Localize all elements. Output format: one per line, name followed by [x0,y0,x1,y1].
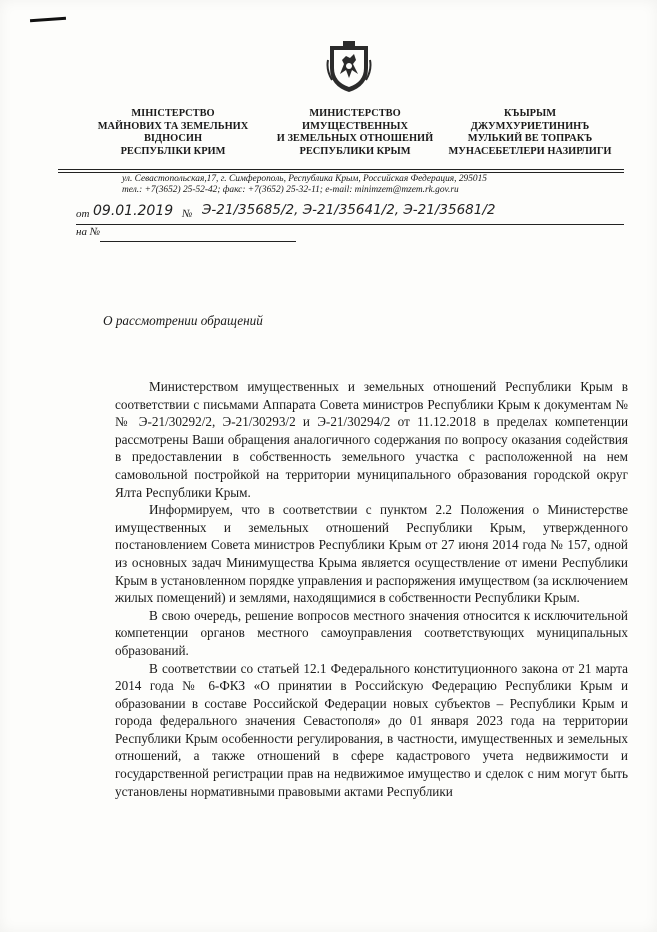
header-divider-thin [58,172,624,173]
paragraph: В свою очередь, решение вопросов местного значения относится к исключительной компетенции органов местного самоуправления соответствующих муниципальных образований. [115,607,628,658]
reply-reference-line [100,241,296,242]
ministry-address: ул. Севастопольская,17, г. Симферополь, Республика Крым, Российская Федерация, 295015 тел.: +7(3652) 25-52-42; факс: +7(3652) 25-32-11; e-mail: minimzem@mzem.rk.gov.ru [122,174,487,196]
paragraph: Министерством имущественных и земельных отношений Республики Крым в соответствии с письмами Аппарата Совета министров Республики Крым к документам №№ Э-21/30292/2, Э-21/30293/2 и Э-21/30294/2 от 11.12.2018 в пределах компетенции рассмотрены Ваши обращения аналогичного содержания по вопросу оказания содействия в предоставлении в собственность земельного участка с расположенной на нем самовольной постройкой на территории муниципального образования городской округ Ялта Республики Крым. [115,379,628,500]
paragraph: В соответствии со статьей 12.1 Федерального конституционного закона от 21 марта 2014 года № 6-ФКЗ «О принятии в Российскую Федерацию Республики Крым и образовании в составе Российской Федерации новых субъектов – Республики Крым и города федерального значения Севастополя» до 01 января 2023 года на территории Республики Крым особенности регулирования, в частности, имущественных и земельных отношений, а также отношений в сфере кадастрового учета недвижимости и государственной регистрации прав на недвижимое имущество и сделок с ним могут быть установлены нормативными правовыми актами Республики [115,660,628,799]
reply-reference: на № [76,226,101,238]
ministry-name-crimean-tatar: КЪЫРЫМ ДЖУМХУРИЕТИНИНЪ МУЛЬКИЙ ВЕ ТОПРАКЪ МУНАСЕБЕТЛЕРИ НАЗИРЛИГИ [448,108,612,157]
outgoing-reference: от [76,208,90,220]
paragraph: Информируем, что в соответствии с пунктом 2.2 Положения о Министерстве имущественных и земельных отношений Республики Крым, утвержденного постановлением Совета министров Республики Крым от 27 июня 2014 года № 157, одной из основных задач Минимущества Крыма является осуществление от имени Республики Крым в установленном порядке управления и распоряжения имуществом (за исключением жилых помещений) и землями, находящимися в собственности Республики Крым. [115,502,628,606]
number-prefix: № [182,208,193,220]
ministry-name-ukrainian: МІНІСТЕРСТВО МАЙНОВИХ ТА ЗЕМЕЛЬНИХ ВІДНОСИН РЕСПУБЛІКИ КРИМ [97,108,249,157]
letter-body [115,378,628,800]
scan-mark [30,17,66,23]
letter-subject: О рассмотрении обращений [103,313,263,328]
handwritten-date: 09.01.2019 [93,203,174,219]
ministry-name-russian: МИНИСТЕРСТВО ИМУЩЕСТВЕННЫХ И ЗЕМЕЛЬНЫХ ОТНОШЕНИЙ РЕСПУБЛИКИ КРЫМ [276,108,434,157]
handwritten-document-numbers: Э-21/35685/2, Э-21/35641/2, Э-21/35681/2 [202,202,496,218]
crimea-coat-of-arms-icon [326,40,372,94]
header-divider [58,169,624,170]
reference-line [76,224,624,225]
